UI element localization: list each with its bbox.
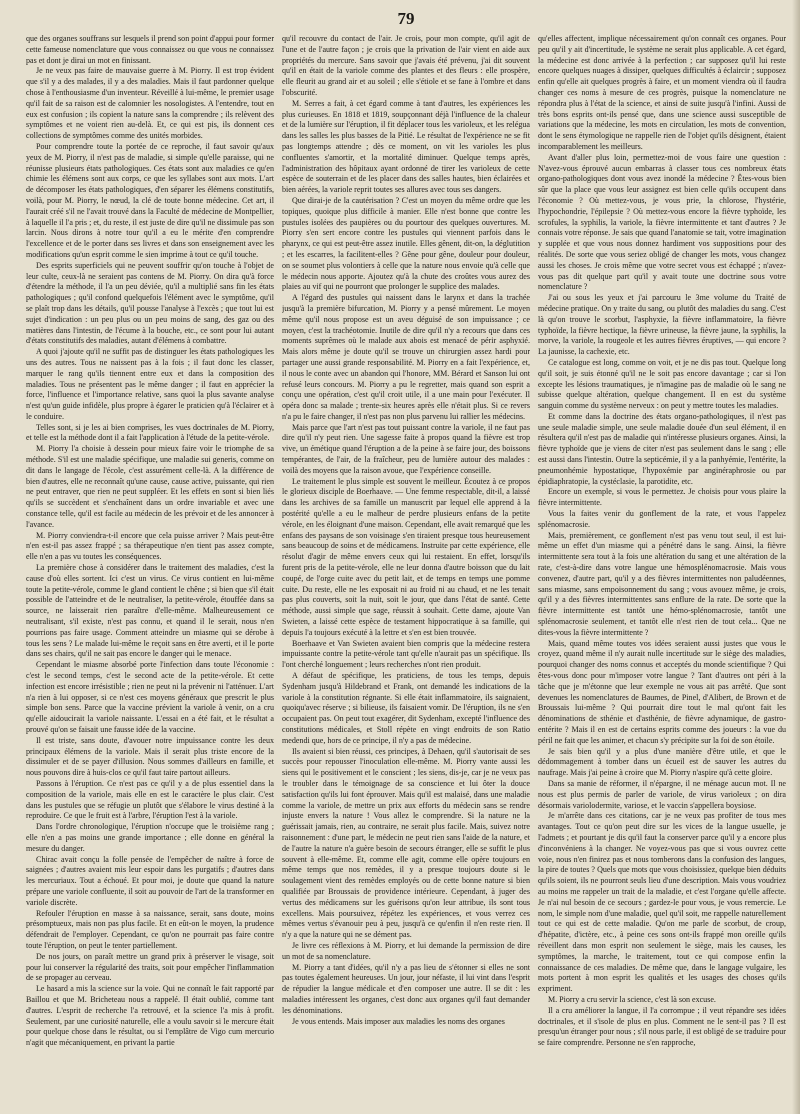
paragraph: Je livre ces réflexions à M. Piorry, et lui demande la permission de dire un mot de sa nomenclature. xyxy=(282,940,530,961)
paragraph: Ce catalogue est long, comme on voit, et je ne dis pas tout. Quelque long qu'il soit, je suis étonné qu'il ne le soit pas encore davantage ; car si l'on excepte les lésions traumatiques, je n'imagine pas de maladie où le sang ne subisse quelque altération, quelque changement. Il en est du système sanguin comme du système nerveux : on peut y mettre toutes les maladies. xyxy=(538,357,786,411)
paragraph: Je m'arrête dans ces citations, car je ne veux pas profiter de tous mes avantages. Tout ce qu'on peut dire sur les vices de la langue usuelle, je l'admets ; et pourtant je dis qu'il faut la conserver parce qu'il y a encore plus d'inconvéniens à la changer. Ne voyez-vous pas que si vous ouvrez cette voie, nous n'en finirez pas et nous tomberons dans la confusion des langues, la pire de toutes ? Quels que mots que vous choisissiez, quelque bien déduits qu'ils soient, ils ne pourront seuls lieu d'une description. Mais vous voudriez au moins me rappeler un trait de la maladie, et c'est l'organe qu'elle affecte. Je n'ai nul besoin de ce secours ; gardez-le pour vous, je vous remercie. Le nom, le simple nom d'une maladie, quel qu'il soit, me rappelle naturellement tout ce qui est de cette maladie. Qu'on me parle de scorbut, de croup, d'hépatite, d'ictère, etc., à peine ces sons ont-ils frappé mon oreille qu'ils réveillent dans mon esprit non seulement le siège, mais les causes, les symptômes, la marche, le traitement, tout ce qui compose enfin la connaissance de ces maladies. De même que, dans le langage vulgaire, les mots portent à mon esprit les qualités et les usages des choses qu'ils expriment. xyxy=(538,811,786,994)
paragraph: Avant d'aller plus loin, permettez-moi de vous faire une question : N'avez-vous éprouvé aucun embarras à classer tous ces nombreux états organo-pathologiques dont vous avez inondé la médecine ? Êtes-vous bien sûr que la place que vous leur assignez est bien celle qu'ils occupent dans l'économie ? Où mettez-vous, je vous prie, la chlorose, l'hystérie, l'hypochondrie, l'épilepsie ? Où mettez-vous encore la fièvre typhoïde, les scrofules, la syphilis, la variole, la fièvre intermittente et tant d'autres ? Je connais votre réponse. Je sais que quand l'anatomie se tait, votre imagination y supplée et que vous nous donnez hardiment vos suppositions pour des réalités. De sorte que vous seriez obligé de changer les mots, vous changez aussi les choses. Je crois même que votre secret vous est échappé ; n'avez-vous pas dit quelque part qu'il y avait toute une doctrine sous votre nomenclature ? xyxy=(538,152,786,292)
paragraph: Et comme dans la doctrine des états organo-pathologiques, il n'est pas une seule maladie simple, une seule maladie douée d'un seul élément, il en résultera qu'il n'est pas de maladie qui n'intéresse plusieurs organes. Ainsi, la fièvre typhoïde que je viens de citer n'est pas seulement dans le sang ; elle est aussi dans l'intestin. Outre la septicémie, il y a la panhyémie, l'entérite, la pneumonhémie hypostatique, l'hypoxémie par anginéraphrosie ou par épidiaphratopie, la cystéclasie, la parotidite, etc. xyxy=(538,411,786,486)
paragraph: Boerhaave et Van Swieten avaient bien compris que la médecine restera impuissante contre la petite-vérole tant qu'elle n'aurait pas un spécifique. Ils l'ont cherché longuement ; leurs recherches n'ont rien produit. xyxy=(282,638,530,670)
paragraph: Mais parce que l'art n'est pas tout puissant contre la variole, il ne faut pas dire qu'il n'y peut rien. Une sagesse faite à propos quand la fièvre est trop vive, un émétique quand l'éruption a de la peine à se faire jour, des boissons tempérantes, de l'air, de la fraîcheur, peu de lumière autour des malades : voilà des moyens que la raison avoue, que l'expérience conseille. xyxy=(282,422,530,475)
paragraph: que des organes souffrans sur lesquels il prend son point d'appui pour former cette fameuse nomenclature que vous connaissez ou que vous ne connaissez pas et dont je dirai un mot en finissant. xyxy=(26,34,274,65)
paragraph: M. Piorry a cru servir la science, c'est là son excuse. xyxy=(548,994,716,1004)
column-middle xyxy=(282,34,530,1102)
paragraph: Dans l'ordre chronologique, l'éruption n'occupe que le troisième rang ; elle n'en a pas moins une grande importance ; elle donne en général la mesure du danger. xyxy=(26,822,274,853)
paragraph: Mais, premièrement, ce gonflement n'est pas venu tout seul, il est lui-même un effet d'un miasme qui a pénétré dans le sang. Ainsi, la fièvre intermittente sera tout à la fois une altération du sang et une altération de la rate, c'est-à-dire dans votre langue une hémosplénomacrosie. Mais vous convenez, d'autre part, qu'il y a des fièvres intermittentes non paludéennes, sans miasme, sans empoisonnement du sang ; vous avouez même, je crois, qu'il y a des fièvres intermittentes sans enflure de la rate. De sorte que la fièvre intermittente est tantôt une hémo-splénomacrosie, tantôt une splénomacrosie seulement, et tantôt elle n'est rien de tout cela... Que ne dites-vous la fièvre intermittente ? xyxy=(538,530,786,637)
paragraph: Je sais bien qu'il y a plus d'une manière d'être utile, et que le dédommagement à tomber dans un écueil est de sauver les autres du naufrage. Mais j'ai peine à croire que M. Piorry n'aspire qu'à cette gloire. xyxy=(538,746,786,778)
paragraph: La première chose à considérer dans le traitement des maladies, c'est la cause d'où elles sortent. Ici c'est un virus. Ce virus contient en lui-même toute la petite-vérole, comme le gland contient le chêne ; si bien que s'il était possible de l'atteindre et de le neutraliser, la petite-vérole, étouffée dans sa source, ne laisserait rien paraître d'elle-même. Malheureusement ce neutralisant, s'il existe, n'est pas connu, et quand il le serait, nous n'en pourrions pas faire usage. Comment atteindre un miasme qui se dérobe à tous les sens ? Le malade lui-même le reçoit sans en être averti, et il le porte dans ses chairs, qu'il ne sait pas encore le danger qui le menace. xyxy=(26,563,274,659)
paragraph: qu'il recouvre du contact de l'air. Je crois, pour mon compte, qu'il agit de l'une et de l'autre façon ; je crois que la privation de l'air vient en aide aux propriétés du mercure. Sans savoir que j'avais été prévenu, j'ai dit souvent qu'il en était de la variole comme des plantes et des fleurs : elle prospère, elle fleurit au grand air et au soleil ; elle s'étiole et se fane à l'ombre et dans l'obscurité. xyxy=(282,34,530,97)
paragraph: Encore un exemple, si vous le permettez. Je choisis pour vous plaire la fièvre intermittente. xyxy=(538,487,786,508)
paragraph: Le hasard a mis la science sur la voie. Qui ne connaît le fait rapporté par Baillou et que M. Bricheteau nous a rappelé. Il était oublié, comme tant d'autres. L'esprit de recherche l'a retrouvé, et la science l'a mis à profit. Seulement, par une curiosité naturelle, elle a voulu savoir si le mercure était pour quelque chose dans le résultat, ou si l'emplâtre de Vigo cum mercurio n'agit que mécaniquement, en privant la partie xyxy=(26,984,274,1048)
paragraph: A quoi j'ajoute qu'il ne suffit pas de distinguer les états pathologiques les uns des autres. Tous ne naissent pas à la fois ; il faut donc les classer, marquer le rang qu'ils tiennent entre eux et dans la composition des maladies. Tous ne présentent pas le même danger ; il faut en apprécier la force, l'influence et l'importance relative, sans quoi la plus savante analyse n'est qu'un guide infidèle, plus propre à égarer le praticien qu'à l'éclairer et à le conduire. xyxy=(26,347,274,421)
paragraph: Je ne veux pas faire de mauvaise guerre à M. Piorry. Il est trop évident que s'il y a des malades, il y a des maladies. Mais il faut pardonner quelque chose à l'enthousiasme d'un inventeur. Réveillé à lui-même, le premier usage qu'il fait de sa raison est de calomnier les nosologistes. A l'entendre, tout en eux est confusion ; ils copient la nature sans la comprendre ; ils relèvent des symptômes et ne voient rien au-delà. Et, ce qui est pis, ils donnent ces collections de symptômes comme des unités morbides. xyxy=(26,66,274,141)
paragraph: Passons à l'éruption. Ce n'est pas ce qu'il y a de plus essentiel dans la composition de la variole, mais elle en est le caractère le plus clair. C'est dans les pustules que se réfugie un plutôt que s'élabore le virus destiné à la reproduire. Ce que le fruit est à l'arbre, l'éruption l'est à la variole. xyxy=(26,778,274,821)
paragraph: Vous la faites venir du gonflement de la rate, et vous l'appelez splénomacrosie. xyxy=(538,509,786,529)
paragraph: Il a cru améliorer la langue, il l'a corrompue ; il veut répandre ses idées doctrinales, et il s'isole de plus en plus. Comment ne le sent-il pas ? Il est presqu'un étranger pour nous ; s'il nous parle, il est obligé de se traduire pour se faire comprendre. Personne ne s'en rapproche, xyxy=(538,1005,786,1048)
paragraph: De nos jours, on paraît mettre un grand prix à préserver le visage, soit pour lui conserver la régularité des traits, soit pour empêcher l'inflammation de se propager au cerveau. xyxy=(26,951,274,983)
paragraph: Le traitement le plus simple est souvent le meilleur. Écoutez à ce propos le glorieux disciple de Boerhaave. — Une femme respectable, dit-il, a laissé dans les archives de sa famille un manuscrit par lequel elle apprend à la postérité qu'elle a eu le malheur de perdre plusieurs enfans de la petite vérole, en les éloignant d'une maison. Cependant, elle avait remarqué que les enfans des paysans de son voisinage s'en tiraient presque tous heureusement sans beaucoup de soins et de médicamens. Instruite par cette expérience, elle résolut d'agir de même envers ceux qui lui restaient. En effet, lorsqu'ils furent pris de la petite-vérole, elle ne leur donna d'autre boisson que du lait coupé, de l'orge cuite avec du petit lait, et de temps en temps une pomme cuite. Du reste, elle ne les exposait ni au froid ni au chaud, et ne les tenait pas plus couverts, soit la nuit, soit le jour, que dans l'état de santé. Cette méthode, aussi simple que sage, réussit à souhait. Cette dame, ajoute Van Swieten, a laissé cette espèce de testament hippocratique à sa famille, qui depuis l'a toujours exécuté à la lettre et s'en est bien trouvée. xyxy=(282,476,530,637)
column-right xyxy=(538,34,786,1102)
paragraph: M. Piorry conviendra-t-il encore que cela puisse arriver ? Mais peut-être n'en est-il pas assez frappé ; sa thérapeutique n'en tient pas assez compte, elle n'en a pas vu toutes les conséquences. xyxy=(26,530,274,562)
paragraph: M. Piorry a tant d'idées, qu'il n'y a pas lieu de s'étonner si elles ne sont pas toutes également heureuses. Un jour, jour néfaste, il lui vint dans l'esprit de répudier la langue médicale et d'en composer une autre. Il se dit : les maladies intéressent les organes, c'est donc aux organes qu'il faut demander les dénominations. xyxy=(282,962,530,1015)
paragraph: Dans sa manie de réformer, il n'épargne, il ne ménage aucun mot. Il ne nous est plus permis de parler de variole, de virus varioleux ; on dira désormais variolodermite, variose, et le vaccin s'appellera boysiose. xyxy=(538,778,786,810)
paragraph: Cependant le miasme absorbé porte l'infection dans toute l'économie : c'est le second temps, c'est le second acte de la petite-vérole. Et cette infection est encore irrésistible ; rien ne peut ni la prévenir ni l'atténuer. L'art n'a rien à lui opposer, si ce n'est ces moyens généraux que prescrit le plus simple bon sens. Parce que la vaccine prévient la variole à venir, on a cru qu'elle aidoucirait la variole naissante. L'essai en a été fait, et le résultat a prouvé qu'on se faisait une fausse idée de la vaccine. xyxy=(26,660,274,734)
paragraph: Refouler l'éruption en masse à sa naissance, serait, sans doute, moins présomptueux, mais non pas plus facile. Et en eût-on le moyen, la prudence défendrait de l'employer. Cependant, ce qu'on ne pourrait pas faire contre toute l'éruption, on peut le tenter partiellement. xyxy=(26,908,274,950)
text-columns xyxy=(26,34,786,1102)
column-left xyxy=(26,34,274,1102)
paragraph: Ils avaient si bien réussi, ces principes, à Dehaen, qu'il s'autorisait de ses succès pour repousser l'inoculation elle-même. M. Piorry vante aussi les siens qui le positivement et le conscient ; les siens, dis-je, car je ne veux pas le troubler dans le témoignage de sa conscience et lui ôter la douce satisfaction qu'ils lui font éprouver. Mais qu'il est malaisé, dans une maladie comme la variole, de mettre un prix aux efforts du médecin sans se rendre injuste envers la nature ! Vous allez le comprendre. Si la nature ne la guérissait jamais, rien, au contraire, ne serait plus facile. Mais, suivez notre raisonnement : d'une part, le médecin ne peut rien sans l'aide de la nature, et de l'autre la nature n'a guère besoin de secours étranger, elle se suffit le plus souvent à elle-même. Et, comme elle agit, comme elle opère toujours en même temps que nos remèdes, il y a presque toujours doute si le soulagement vient des remèdes employés ou de cette bonne nature si bien qualifiée par Broussais de providence intérieure. Cependant, à juger des vertus des médicamens sur les guérisons qu'on leur attribue, ils sont tous excellens. Mais poursuivez, répétez les expériences, et vous verrez ces mêmes vertus s'évanouir peu à peu, jusqu'à ce qu'enfin il n'en reste rien. Il n'y a que la nature qui ne se dément pas. xyxy=(282,746,530,940)
paragraph: Des esprits superficiels qui ne peuvent souffrir qu'on touche à l'objet de leur culte, ceux-là ne seraient pas contens de M. Piorry. On dira qu'à force d'étendre la méthode, il l'a un peu déviée, qu'il a multiplié sans fin les états pathologiques ; qu'il confond quelquefois l'élément avec le symptôme, qu'il se plaît trop dans les détails, qu'il pousse l'analyse à l'excès ; que tout lui est sujet d'indication : un peu plus ou un peu moins de sang, des gaz ou des matières dans l'intestin, de l'écume à la bouche, etc., ce sont pour lui autant d'états constitutifs des maladies, autant d'élémens à combattre. xyxy=(26,260,274,346)
paragraph: Mais, quand même toutes vos idées seraient aussi justes que vous le croyez, quand même il n'y aurait nulle incertitude sur le siège des maladies, pourquoi changer des noms connus et acceptés du monde scientifique ? Qui êtes-vous donc pour m'imposer votre langue ? Tant d'autres ont péri à la tâche que je m'étonne que leur exemple ne vous ait pas arrêté. Que sont devenues les nomenclatures de Baumes, de Pinel, d'Alibert, de Brown et de Broussais lui-même ? Qui pourrait dire tout le mal qu'ont fait les dénominations de sthénie et d'asthénie, de fièvre adynamique, de gastro-entérite ? Mais il en est de certains esprits comme des joueurs : la vue du péril ne fait que les animer, et chacun s'y précipite sur la foi de son étoile. xyxy=(538,638,786,745)
paragraph: Chirac avait conçu la folle pensée de l'empêcher de naître à force de saignées ; d'autres avaient mis leur espoir dans les purgatifs ; d'autres dans les mercuriaux. Tout a échoué. Et pour moi, je doute que quand la nature prépare une variole confluente, il soit au pouvoir de l'art de la transformer en variole discrète. xyxy=(26,854,274,907)
paragraph: Il est triste, sans doute, d'avouer notre impuissance contre les deux principaux élémens de la variole. Mais il serait plus triste encore de la dissimuler et de se payer d'illusion. Nous sommes d'ailleurs en famille, et nous pouvons dire à huis-clos ce qu'il faut taire partout ailleurs. xyxy=(26,735,274,778)
page-edge-shadow xyxy=(792,0,800,1114)
paragraph: Que dirai-je de la cautérisation ? C'est un moyen du même ordre que les topiques, quoique plus difficile à manier. Elle n'est bonne que contre les pustules isolées des paupières ou du pourtour des quelques ouvertures. M. Piorry s'en sert encore contre les pustules qui viennent parfois dans le pharynx, ce qui est peut-être assez inutile. Elles gênent, dit-on, la déglutition ; et les escarres, la facilitent-elles ? Gêne pour gêne, douleur pour douleur, on se soumet plus volontiers à celle que la nature nous envoie qu'à celle que le médecin nous apporte. Ajoutez qu'à la chute des croûtes vous aurez des plaies au vif qui ne pourront que prolonger le supplice des malades. xyxy=(282,195,530,292)
paragraph: A l'égard des pustules qui naissent dans le larynx et dans la trachée jusqu'à la première bifurcation, M. Piorry y a pensé mûrement. Le moyen même qu'il nous propose est un aveu déguisé de son impuissance ; ce moyen, c'est la trachéotomie. Inutile de dire qu'il n'y a recours que dans ces moments suprêmes où le malade aux abois est menacé de périr asphyxié. Mais alors même je doute qu'il se trouve un chirurgien assez hardi pour partager une aussi grande responsabilité. M. Piorry en a fait l'expérience, et, il nous le conte avec un abandon qui l'honore, MM. Bérard et Sanson lui ont refusé leurs concours. M. Piorry a pu le regretter, mais quand son esprit a conçu une opération, c'est qu'il croit utile, il a une main pour l'exécuter. Il opéra donc sa malade ; trente-six heures après elle n'était plus. Si ce revers n'a pu le faire changer, il n'est pas non plus parvenu lui rallier les médecins. xyxy=(282,293,530,421)
paragraph: J'ai ou sous les yeux et j'ai parcouru le 3me volume du Traité de médecine pratique. On y traite du sang, ou plutôt des maladies du sang. C'est là qu'on trouve le scorbut, l'asphyxie, la fièvre inflammatoire, la fièvre typhoïde, la fièvre hectique, la fièvre urineuse, la fièvre jaune, la syphilis, la morve, la variole, la rougeole et les autres fièvres éruptives, — qui encore ? La jaunisse, la cachexie, etc. xyxy=(538,293,786,357)
paragraph: M. Piorry l'a choisie à dessein pour mieux faire voir le triomphe de sa méthode. S'il est une maladie spécifique, une maladie sui generis, comme on dit dans le langage de l'école, c'est assurément celle-là. A la différence de bien d'autres, elle ne reconnaît qu'une cause, cause active, puissante, qui rien ne peut entraver, que rien ne peut suppléer. Et les effets en sont si bien liés qu'ils se succèdent et s'enchaînent dans un ordre invariable et avec une constance telle, qu'il est facile au médecin de les prévoir et de les annoncer à l'avance. xyxy=(26,444,274,529)
page-number: 79 xyxy=(397,9,415,28)
paragraph: A défaut de spécifique, les praticiens, de tous les temps, depuis Sydenham jusqu'à Hildebrand et Frank, ont demandé les indications de la variole à la constitution régnante. Si elle était inflammatoire, ils saignaient, quoiqu'avec réserve ; si bilieuse, ils faisaient vomir. De l'éruption, ils ne s'en occupaient pas. On peut tout exagérer, dit Sydenham, excepté l'influence des constitutions médicales, et Stoll répète en vingt endroits de son Ratio medendi que, hors de ce principe, il n'y a pas de médecine. xyxy=(282,671,530,745)
paragraph: Pour comprendre toute la portée de ce reproche, il faut savoir qu'aux yeux de M. Piorry, il n'est pas de maladie, si simple qu'elle paraisse, qui ne réunisse plusieurs états pathologiques. Ces états sont aux maladies ce qu'en chimie les élémens sont aux corps, ce que les syllabes sont aux mots. L'art de décomposer les états pathologiques, d'en séparer les élémens constitutifs, voilà, pour M. Piorry, le nœud, la clé de toute bonne médecine. Cet art, il l'aurait créé s'il ne l'avait trouvé dans la Faculté de médecine de Montpellier, à laquelle il l'a pris ; et, du reste, il est juste de dire qu'il ne dissimule pas son larcin. Nous dirons à notre tour qu'il a eu le mérite d'en comprendre l'excellence et de le porter dans ses livres et dans son enseignement avec les modifications qu'un esprit comme le sien imprime à tout ce qu'il touche. xyxy=(26,141,274,259)
paragraph: M. Serres a fait, à cet égard comme à tant d'autres, les expériences les plus curieuses. En 1818 et 1819, soupçonnant déjà l'influence de la chaleur et de la lumière sur l'éruption, il fit déplacer tous les varioleux, et les relégua dans les salles les plus basses de la Pitié. Le résultat de l'expérience ne se fit pas longtemps attendre ; dès ce moment, on vit les varioles les plus confluentes s'amortir, et la mortalité diminuer. Quelque temps après, l'administration des hôpitaux ayant ordonné de tirer les varioleux de cette espèce de souterrain et de les placer dans des salles hautes, bien éclairées et bien aérées, la variole reprit toutes ses allures avec tous ses dangers. xyxy=(282,98,530,195)
paragraph: qu'elles affectent, implique nécessairement qu'on connaît ces organes. Pour peu qu'il y ait d'incertitude, le système ne serait plus applicable. A cet égard, la médecine est donc arrivée à la perfection ; car supposez qu'il lui reste encore quelques nuages à dissiper, quelques difficultés à éclaircir ; supposez enfin qu'elle ait quelques progrès à faire, et un moment viendra où il faudra changer ces noms à mesure de ces progrès, puisque la nomenclature ne répondra plus à l'état de la science, et ainsi de suite jusqu'à l'infini. Aussi de très bons esprits ont-ils pensé que, dans une science aussi susceptible de variations que la médecine, les mots en circulation, les mots de convention, dont le sens étymologique ne rappelle rien de l'objet qu'ils désignent, étaient incomparablement les meilleurs. xyxy=(538,34,786,151)
paragraph: Telles sont, si je les ai bien comprises, les vues doctrinales de M. Piorry, et telle est la méthode dont il a fait l'application à l'étude de la petite-vérole. xyxy=(26,422,274,443)
paragraph: Je vous entends. Mais imposer aux maladies les noms des organes xyxy=(292,1016,505,1026)
